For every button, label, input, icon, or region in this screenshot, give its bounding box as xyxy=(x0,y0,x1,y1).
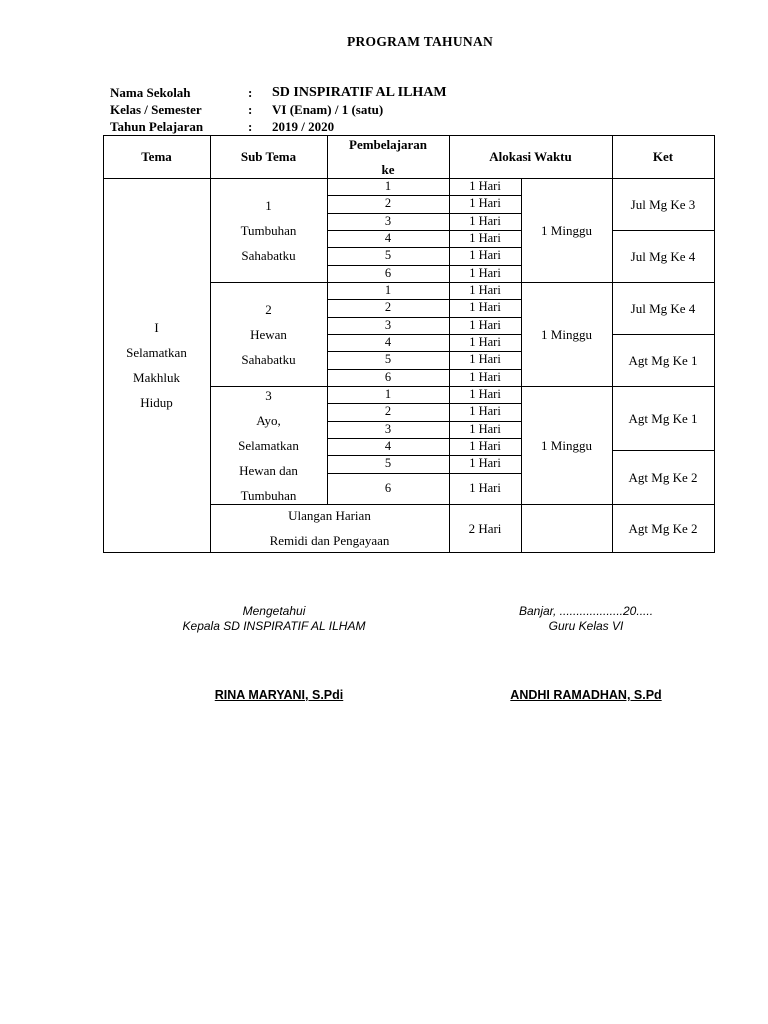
ket-cell: Agt Mg Ke 1 xyxy=(628,410,698,426)
ulangan-days: 2 Hari xyxy=(468,520,502,536)
lesson-number: 1 xyxy=(384,387,392,402)
info-value: VI (Enam) / 1 (satu) xyxy=(272,102,384,117)
sig-left-line1: Mengetahui xyxy=(242,604,306,618)
table-border-right xyxy=(714,135,715,553)
lesson-days: 1 Hari xyxy=(469,439,501,454)
signature-right xyxy=(486,604,686,633)
lesson-number: 2 xyxy=(384,404,392,419)
lesson-days: 1 Hari xyxy=(469,317,501,332)
header-pembelajaran: Pembelajaran ke xyxy=(349,136,427,177)
lesson-number: 2 xyxy=(384,196,392,211)
lesson-days: 1 Hari xyxy=(469,369,501,384)
header-ket: Ket xyxy=(652,149,674,164)
ket-cell: Agt Mg Ke 2 xyxy=(628,469,698,485)
lesson-days: 1 Hari xyxy=(469,283,501,298)
sig-left-line2: Kepala SD INSPIRATIF AL ILHAM xyxy=(182,619,366,633)
lesson-days: 1 Hari xyxy=(469,248,501,263)
header-tema: Tema xyxy=(141,149,172,164)
signature-left xyxy=(174,604,374,633)
tema-cell: I Selamatkan Makhluk Hidup xyxy=(126,320,187,410)
ulangan-cell: Ulangan Harian Remidi dan Pengayaan xyxy=(269,508,390,548)
lesson-days: 1 Hari xyxy=(469,196,501,211)
lesson-number: 3 xyxy=(384,317,392,332)
signatory-left-name: RINA MARYANI, S.Pdi xyxy=(214,688,344,702)
info-colon: : xyxy=(248,119,253,134)
lesson-number: 1 xyxy=(384,179,392,194)
ket-cell: Jul Mg Ke 4 xyxy=(630,248,696,264)
lesson-days: 1 Hari xyxy=(469,335,501,350)
lesson-days: 1 Hari xyxy=(469,265,501,280)
lesson-number: 6 xyxy=(384,369,392,384)
ket-cell: Jul Mg Ke 3 xyxy=(630,196,696,212)
lesson-days: 1 Hari xyxy=(469,213,501,228)
lesson-days: 1 Hari xyxy=(469,231,501,246)
ket-cell: Agt Mg Ke 1 xyxy=(628,352,698,368)
info-row-school xyxy=(110,85,510,101)
lesson-number: 6 xyxy=(384,480,392,495)
info-row-class xyxy=(110,102,510,118)
week-cell: 1 Minggu xyxy=(541,222,592,238)
week-cell: 1 Minggu xyxy=(541,437,592,453)
lesson-number: 5 xyxy=(384,456,392,471)
info-colon: : xyxy=(248,102,253,117)
info-label: Kelas / Semester xyxy=(110,102,202,117)
lesson-days: 1 Hari xyxy=(469,387,501,402)
ulangan-ket: Agt Mg Ke 2 xyxy=(628,520,698,536)
lesson-number: 6 xyxy=(384,265,392,280)
sig-right-line2: Guru Kelas VI xyxy=(548,619,624,633)
lesson-number: 4 xyxy=(384,231,392,246)
lesson-number: 3 xyxy=(384,421,392,436)
subtema-cell: 2 Hewan Sahabatku xyxy=(241,301,296,367)
lesson-number: 1 xyxy=(384,283,392,298)
lesson-number: 5 xyxy=(384,352,392,367)
week-cell: 1 Minggu xyxy=(541,326,592,342)
lesson-days: 1 Hari xyxy=(469,352,501,367)
info-colon: : xyxy=(248,85,253,100)
lesson-days: 1 Hari xyxy=(469,179,501,194)
lesson-days: 1 Hari xyxy=(469,421,501,436)
header-alokasi: Alokasi Waktu xyxy=(489,149,572,164)
ket-cell: Jul Mg Ke 4 xyxy=(630,300,696,316)
info-value: SD INSPIRATIF AL ILHAM xyxy=(272,85,447,100)
info-label: Nama Sekolah xyxy=(110,85,191,100)
lesson-number: 5 xyxy=(384,248,392,263)
lesson-number: 4 xyxy=(384,439,392,454)
page-title: PROGRAM TAHUNAN xyxy=(346,34,494,49)
lesson-days: 1 Hari xyxy=(469,300,501,315)
lesson-days: 1 Hari xyxy=(469,404,501,419)
info-row-year xyxy=(110,119,510,135)
lesson-number: 4 xyxy=(384,335,392,350)
subtema-cell: 1 Tumbuhan Sahabatku xyxy=(240,197,297,263)
header-sub-tema: Sub Tema xyxy=(240,149,297,164)
info-value: 2019 / 2020 xyxy=(272,119,335,134)
subtema-cell: 3 Ayo, Selamatkan Hewan dan Tumbuhan xyxy=(238,387,299,503)
info-label: Tahun Pelajaran xyxy=(110,119,204,134)
sig-right-line1: Banjar, ...................20..... xyxy=(518,604,654,618)
signatory-right-name: ANDHI RAMADHAN, S.Pd xyxy=(510,688,662,702)
lesson-number: 2 xyxy=(384,300,392,315)
lesson-days: 1 Hari xyxy=(469,480,501,495)
lesson-days: 1 Hari xyxy=(469,456,501,471)
table-border-bottom xyxy=(103,552,715,553)
lesson-number: 3 xyxy=(384,213,392,228)
